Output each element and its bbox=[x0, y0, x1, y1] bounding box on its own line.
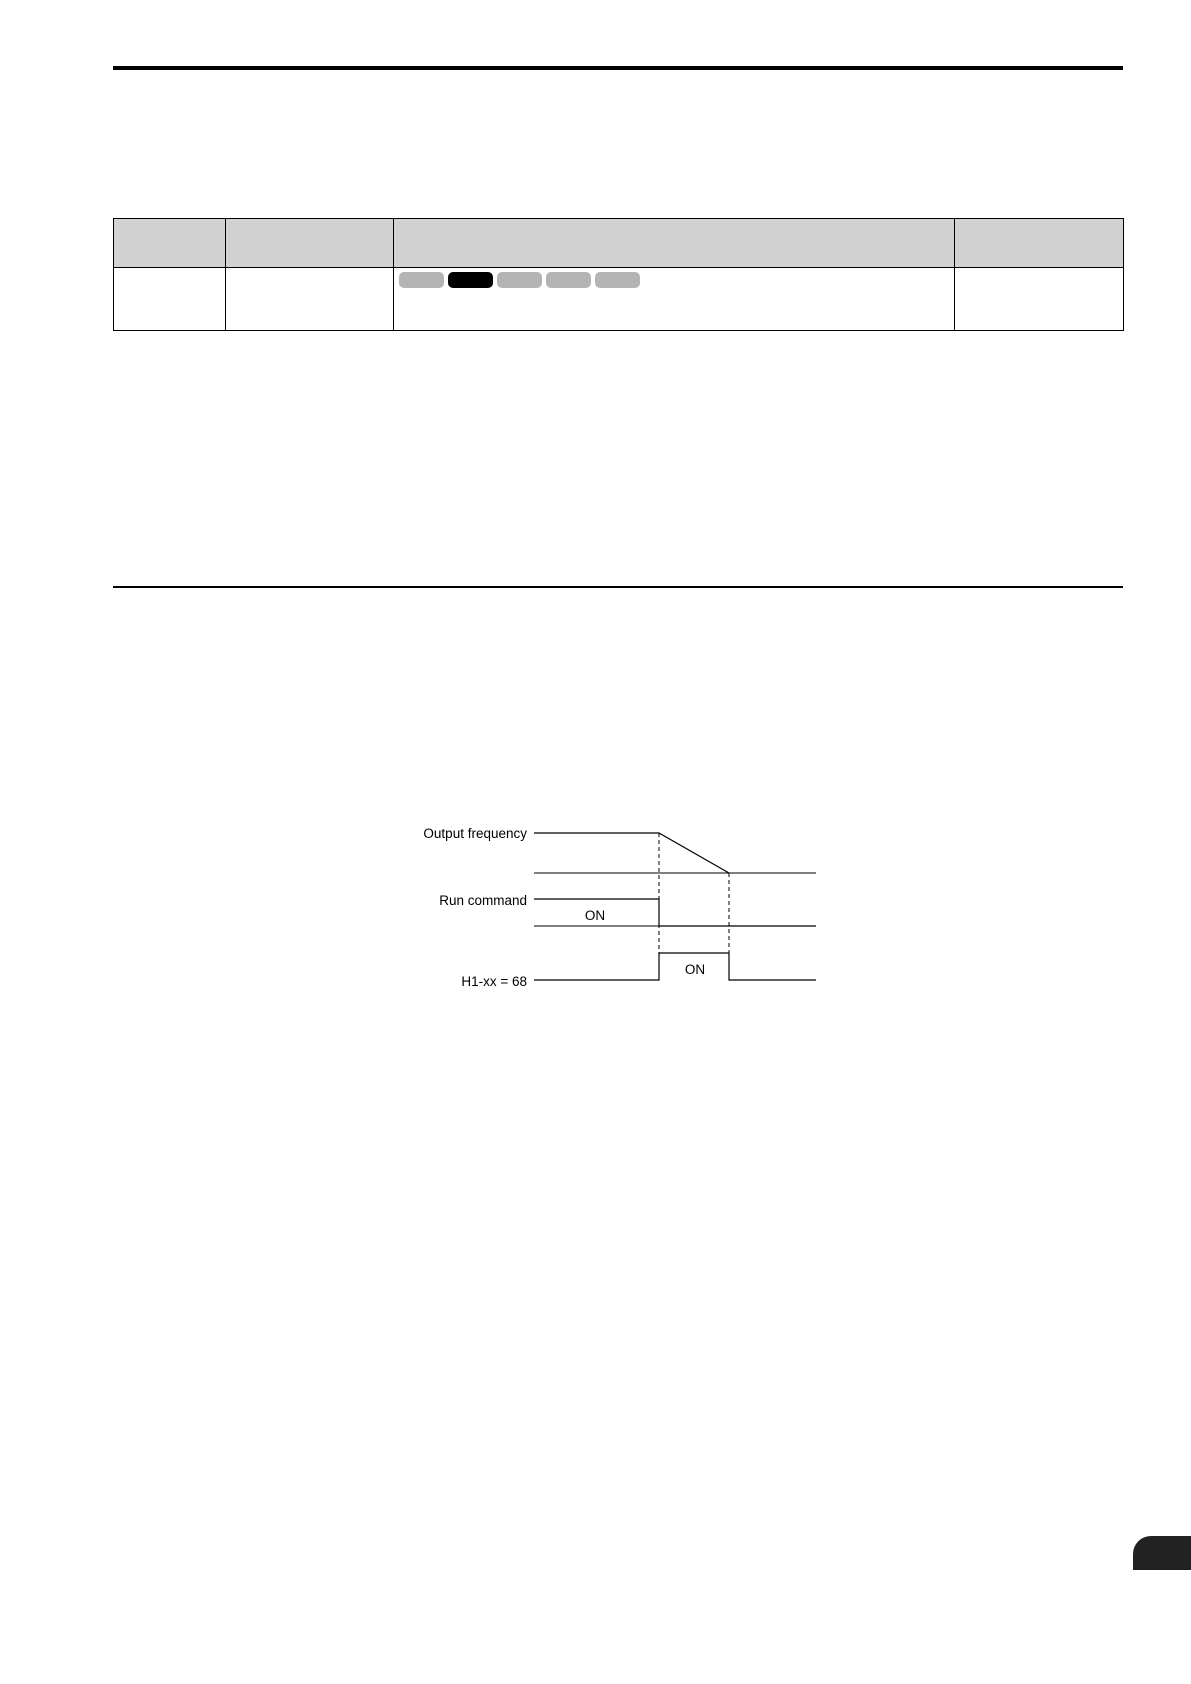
h1-xx-signal bbox=[534, 953, 816, 980]
signal-label-output-frequency: Output frequency bbox=[423, 826, 527, 841]
output-frequency-line bbox=[534, 833, 729, 873]
signal-label-h1-xx: H1-xx = 68 bbox=[461, 974, 527, 989]
run-command-signal bbox=[534, 899, 816, 926]
signal-label-run-command: Run command bbox=[439, 893, 527, 908]
chapter-tab bbox=[1133, 1536, 1191, 1570]
h1-xx-state: ON bbox=[684, 962, 706, 977]
run-command-state: ON bbox=[584, 908, 606, 923]
